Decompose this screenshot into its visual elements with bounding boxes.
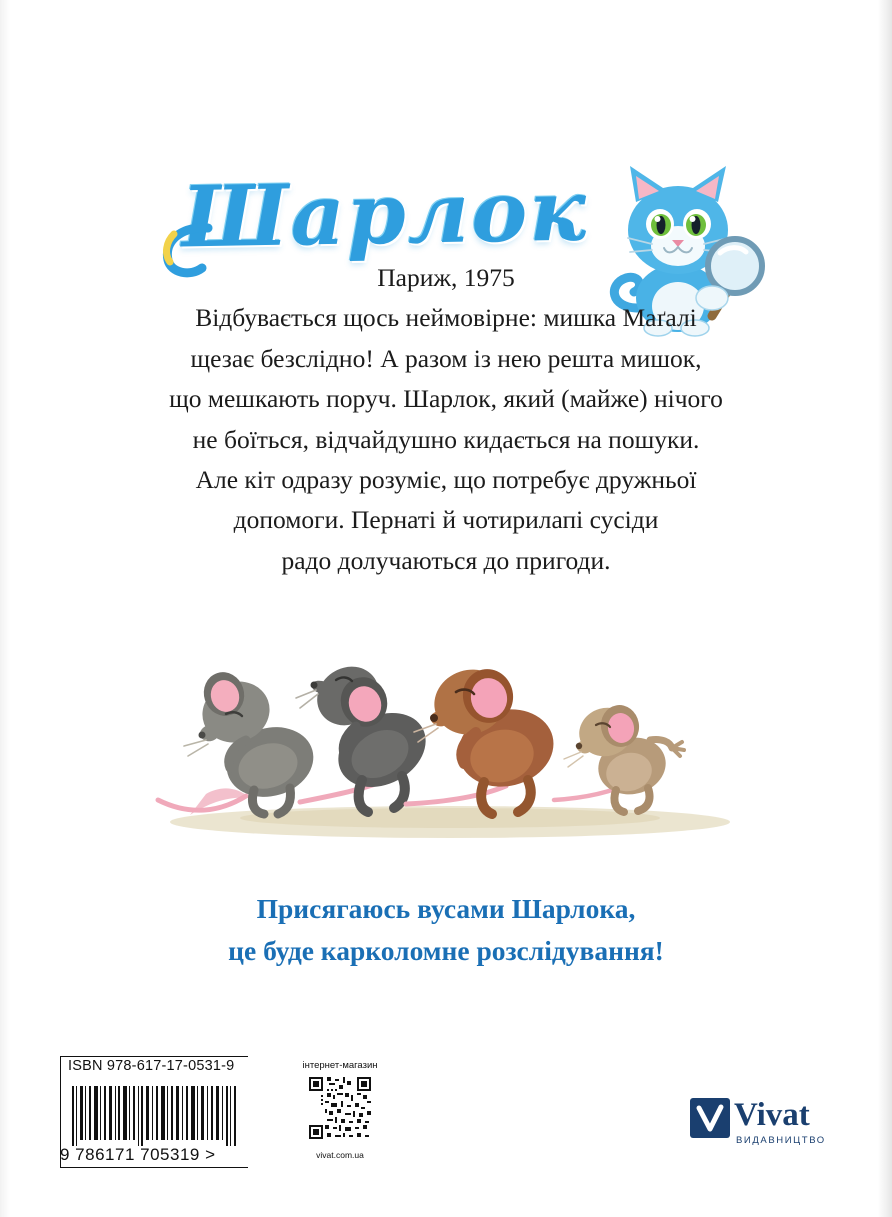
publisher-logo (690, 1097, 826, 1160)
blurb-line: Але кіт одразу розуміє, що потребує дружньої (195, 465, 697, 495)
vivat-checkmark-logo-icon (690, 1098, 730, 1138)
book-title: Шарлок (181, 160, 589, 267)
blurb-line: Відбувається щось неймовірне: мишка Маґалі (195, 303, 697, 333)
mouse-dark-leaping (296, 655, 439, 812)
blurb-line: допомоги. Пернаті й чотирилапі сусіди (233, 505, 659, 535)
qr-url[interactable]: vivat.com.ua (316, 1150, 364, 1160)
publisher-subtitle: ВИДАВНИЦТВО (736, 1135, 826, 1146)
tagline-line: Присягаюсь вусами Шарлока, (256, 893, 636, 924)
blurb-line: Париж, 1975 (377, 263, 515, 292)
tagline-line: це буде карколомне розслідування! (228, 935, 664, 966)
blurb-line: що мешкають поруч. Шарлок, який (майже) нічого (169, 384, 723, 414)
mouse-grey-left (158, 667, 322, 815)
blurb-line: не боїться, відчайдушно кидається на пошуки. (192, 424, 700, 454)
qr-code-icon[interactable] (307, 1075, 373, 1141)
qr-block[interactable] (300, 1060, 380, 1160)
barcode-bars-icon (72, 1086, 238, 1146)
back-cover-blurb (96, 258, 796, 581)
tagline (96, 888, 796, 972)
qr-caption: інтернет-магазин (302, 1060, 378, 1071)
title-block (0, 80, 892, 270)
blurb-line: щезає безслідно! А разом із нею решта мишок, (190, 343, 702, 373)
mouse-brown (406, 660, 562, 814)
barcode-digits: 9 786171 705319 > (60, 1145, 216, 1164)
publisher-name: Vivat (734, 1097, 810, 1133)
mouse-small-right (554, 701, 684, 812)
blurb-line: радо долучаються до пригоди. (281, 545, 611, 575)
four-running-mice-illustration (150, 590, 750, 860)
isbn-label: ISBN 978-617-17-0531-9 (68, 1058, 235, 1074)
